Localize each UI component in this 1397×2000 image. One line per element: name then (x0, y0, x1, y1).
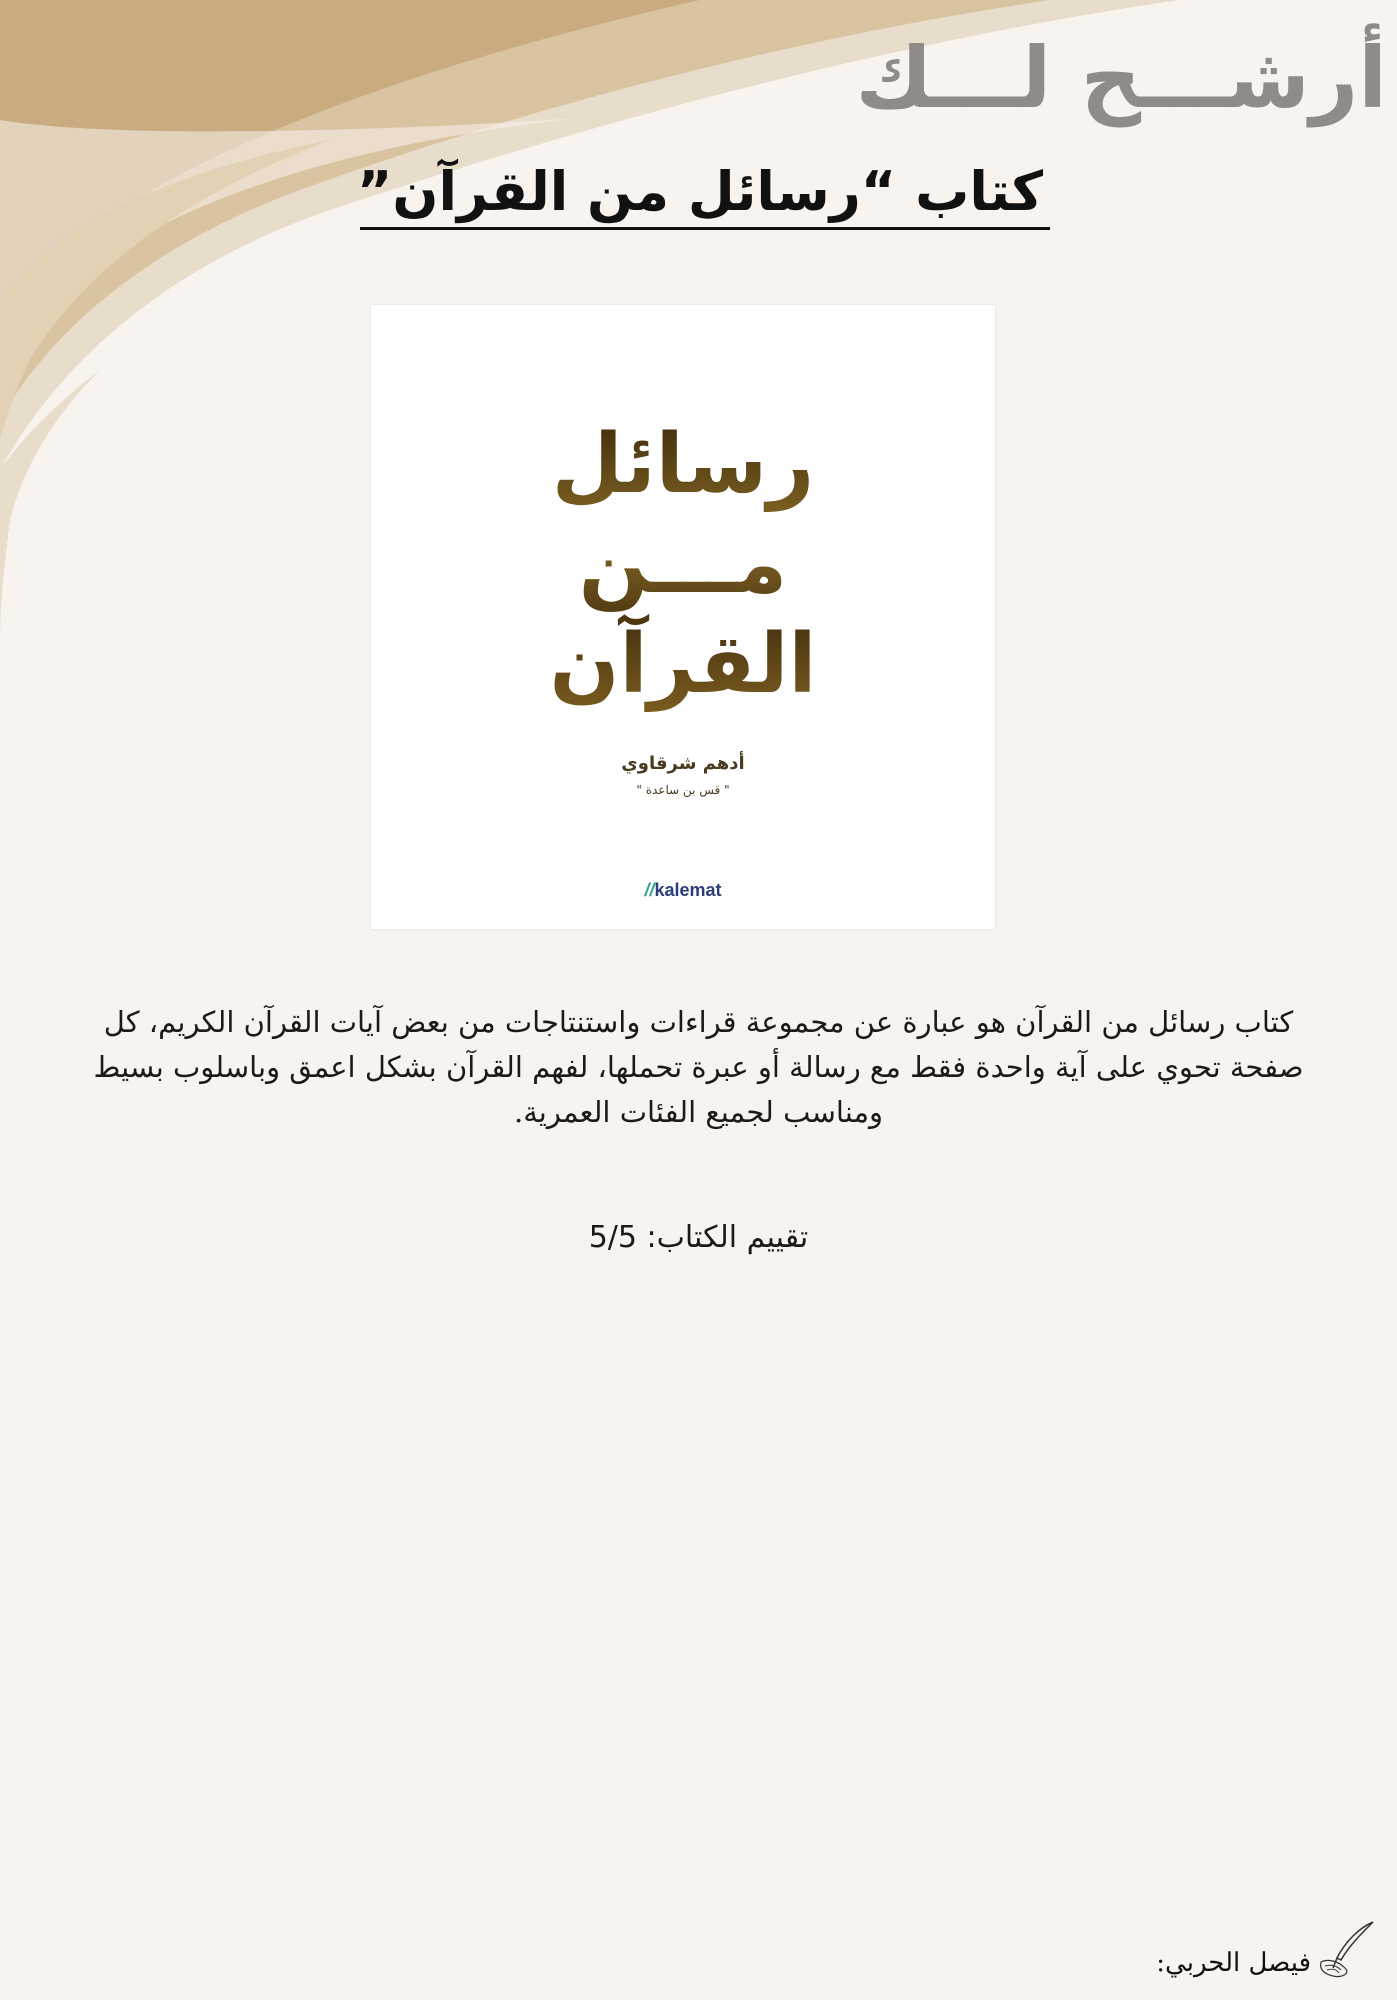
heading-strikethrough (360, 227, 1050, 230)
cover-title-line: رسائل (551, 417, 815, 512)
cover-title-line: القرآن (549, 617, 817, 713)
cover-author-nickname: " قس بن ساعدة " (636, 783, 730, 797)
cover-title (371, 415, 995, 715)
book-heading: كتاب “رسائل من القرآن” (356, 160, 1044, 223)
publisher-mark-icon: // (644, 880, 655, 900)
book-description: كتاب رسائل من القرآن هو عبارة عن مجموعة قراءات واستنتاجات من بعض آيات القرآن الكريم، كل صفحة تحوي على آية واحدة فقط مع رسالة أو عبرة تحملها، لفهم القرآن بشكل اعمق وباسلوب بسيط ومناسب لجميع الفئات العمرية. (93, 1005, 1304, 1129)
book-rating: تقييم الكتاب: 5/5 (588, 1220, 809, 1255)
cover-publisher-logo (371, 880, 995, 901)
publisher-name: kalemat (654, 880, 722, 900)
quill-pen-icon (1315, 1918, 1379, 1982)
footer-signature (1156, 1918, 1379, 1982)
cover-author: أدهم شرقاوي (621, 753, 745, 774)
footer-author: فيصل الحربي: (1156, 1948, 1311, 1978)
cover-title-line: مـــن (578, 517, 788, 613)
header-title: أرشـــح لـــك (855, 29, 1387, 127)
book-cover (371, 305, 995, 929)
